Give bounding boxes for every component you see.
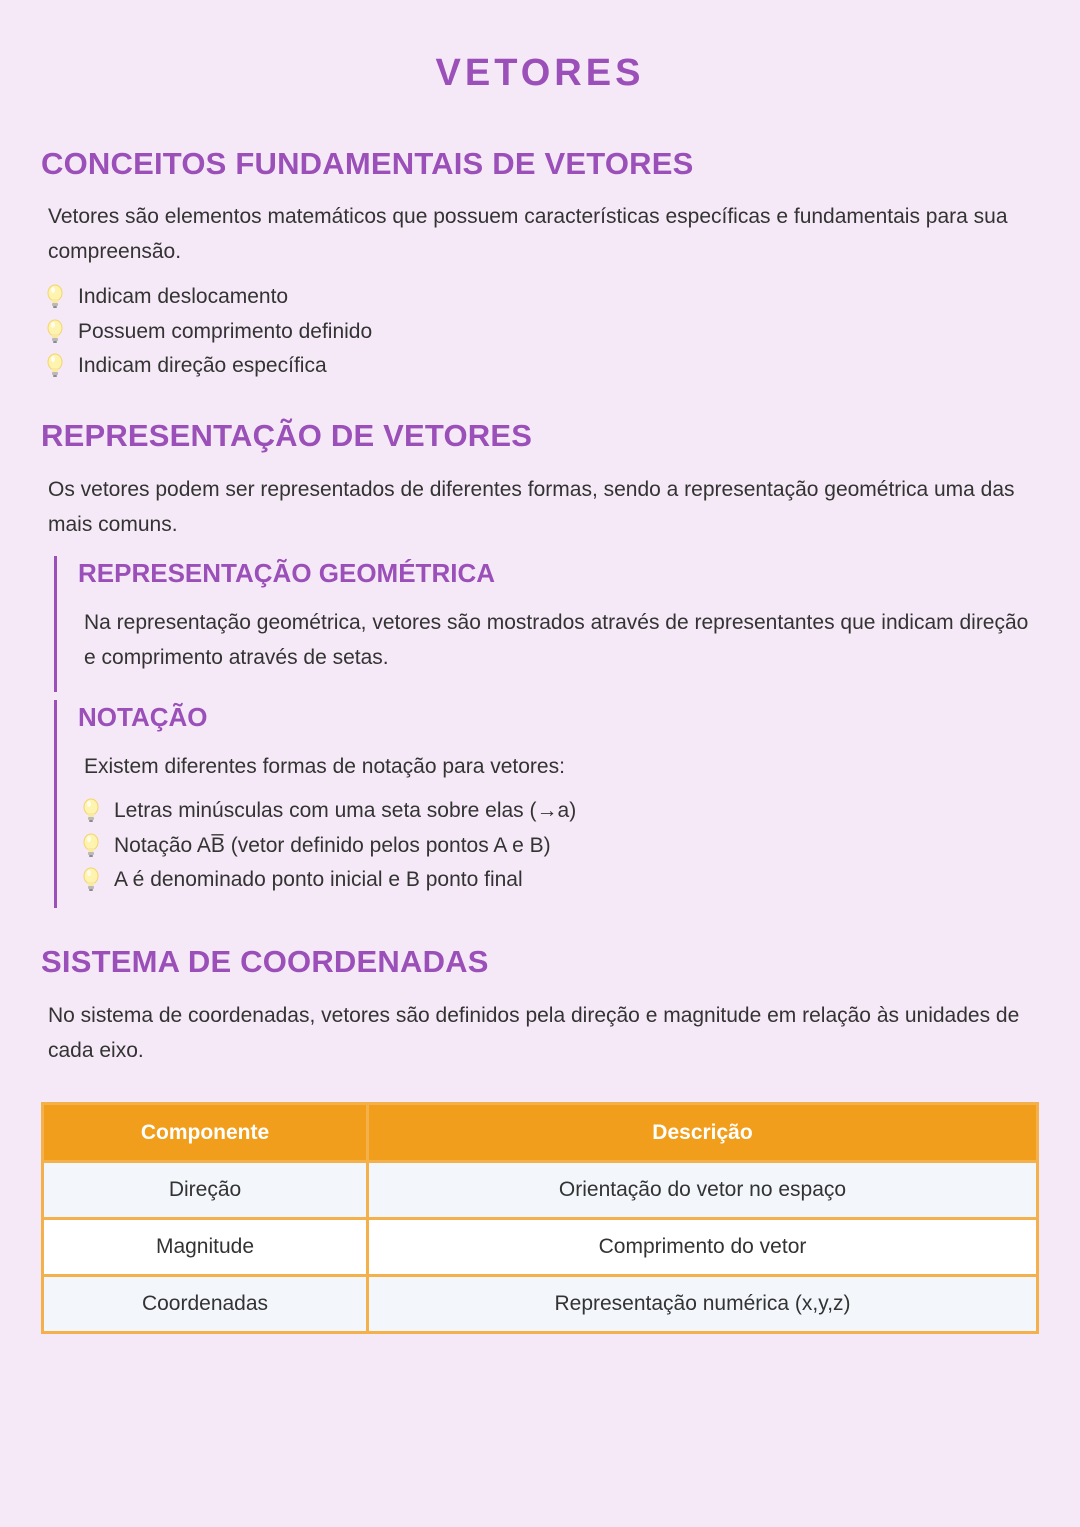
list-item-text: Possuem comprimento definido bbox=[78, 319, 373, 343]
subsection-heading-notacao: NOTAÇÃO bbox=[78, 702, 208, 732]
bullet-list-notacao bbox=[80, 794, 1038, 898]
bullet-list-conceitos bbox=[44, 280, 372, 384]
list-item bbox=[80, 863, 1038, 898]
section-intro-coordenadas: No sistema de coordenadas, vetores são definidos pela direção e magnitude em relação às unidades de cada eixo. bbox=[48, 1004, 1020, 1062]
table-cell: Magnitude bbox=[43, 1219, 368, 1276]
table-row bbox=[43, 1276, 1038, 1333]
list-item bbox=[80, 829, 1038, 864]
lightbulb-icon bbox=[80, 798, 102, 824]
list-item bbox=[44, 349, 372, 384]
table-header-componente: Componente bbox=[43, 1104, 368, 1162]
table-cell: Coordenadas bbox=[43, 1276, 368, 1333]
subsection-text-notacao: Existem diferentes formas de notação para vetores: bbox=[84, 755, 565, 778]
table-cell: Direção bbox=[43, 1162, 368, 1219]
table-row bbox=[43, 1162, 1038, 1219]
table-header-descricao: Descrição bbox=[368, 1104, 1038, 1162]
subsection-notacao bbox=[54, 700, 1038, 908]
lightbulb-icon bbox=[44, 353, 66, 379]
section-heading-representacao: REPRESENTAÇÃO DE VETORES bbox=[41, 418, 533, 453]
table-cell: Comprimento do vetor bbox=[368, 1219, 1038, 1276]
subsection-heading-geometrica: REPRESENTAÇÃO GEOMÉTRICA bbox=[78, 558, 495, 588]
subsection-text-geometrica: Na representação geométrica, vetores são mostrados através de representantes que indicam direção e comprimento através de setas. bbox=[84, 611, 1029, 669]
lightbulb-icon bbox=[80, 833, 102, 859]
list-item-text: A é denominado ponto inicial e B ponto final bbox=[114, 868, 523, 891]
lightbulb-icon bbox=[80, 867, 102, 893]
table-row bbox=[43, 1219, 1038, 1276]
list-item bbox=[80, 794, 1038, 829]
subsection-geometrica bbox=[54, 556, 1038, 692]
table-cell: Representação numérica (x,y,z) bbox=[368, 1276, 1038, 1333]
table-cell: Orientação do vetor no espaço bbox=[368, 1162, 1038, 1219]
page-title: VETORES bbox=[435, 52, 645, 94]
section-intro-conceitos: Vetores são elementos matemáticos que possuem características específicas e fundamentais para sua compreensão. bbox=[48, 205, 1008, 263]
section-intro-representacao: Os vetores podem ser representados de diferentes formas, sendo a representação geométrica uma das mais comuns. bbox=[48, 478, 1015, 536]
section-heading-conceitos: CONCEITOS FUNDAMENTAIS DE VETORES bbox=[41, 146, 694, 181]
section-heading-coordenadas: SISTEMA DE COORDENADAS bbox=[41, 944, 489, 979]
list-item-text: Notação AB̅ (vetor definido pelos pontos A e B) bbox=[114, 833, 551, 857]
components-table bbox=[41, 1102, 1039, 1334]
lightbulb-icon bbox=[44, 284, 66, 310]
lightbulb-icon bbox=[44, 319, 66, 345]
list-item-text: Letras minúsculas com uma seta sobre elas (→a) bbox=[114, 799, 577, 822]
table-header-row bbox=[43, 1104, 1038, 1162]
list-item bbox=[44, 280, 372, 315]
list-item-text: Indicam deslocamento bbox=[78, 285, 289, 308]
list-item bbox=[44, 315, 372, 350]
list-item-text: Indicam direção específica bbox=[78, 354, 327, 377]
